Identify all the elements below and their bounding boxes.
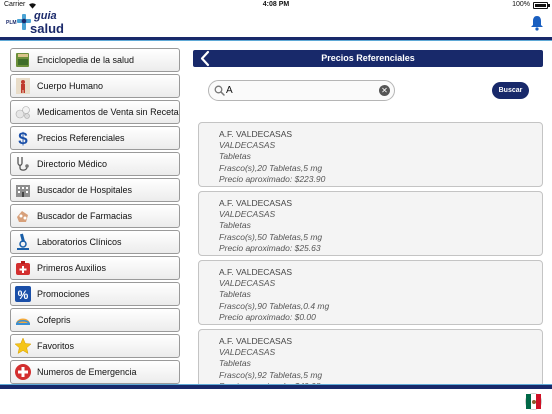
sidebar-item-label: Medicamentos de Venta sin Receta <box>37 107 179 117</box>
sidebar-item-label: Promociones <box>37 289 90 299</box>
sidebar-item-label: Primeros Auxilios <box>37 263 107 273</box>
logo-plm-text: PLM <box>6 20 17 26</box>
result-form: Tabletas <box>219 289 251 300</box>
sidebar-item-label: Directorio Médico <box>37 159 108 169</box>
sidebar-item-label: Precios Referenciales <box>37 133 125 143</box>
sidebar-item-label: Laboratorios Clínicos <box>37 237 122 247</box>
logo-cross-icon <box>17 14 31 30</box>
body-icon <box>13 76 33 96</box>
pills-icon <box>13 102 33 122</box>
logo-guia-text: guia <box>34 10 57 22</box>
clear-search-icon[interactable]: ✕ <box>379 85 390 96</box>
result-lab: A.F. VALDECASAS <box>219 336 293 346</box>
logo-salud-text: salud <box>30 21 64 36</box>
sidebar-item-label: Cuerpo Humano <box>37 81 104 91</box>
results-list <box>198 122 543 384</box>
result-lab: A.F. VALDECASAS <box>219 267 293 277</box>
result-presentation: Frasco(s),20 Tabletas,5 mg <box>219 162 323 173</box>
sidebar-item-cuerpo-humano[interactable] <box>10 74 180 98</box>
sidebar-item-enciclopedia[interactable] <box>10 48 180 72</box>
result-card[interactable] <box>198 122 543 187</box>
result-card[interactable] <box>198 260 543 325</box>
sidebar-item-cofepris[interactable] <box>10 308 180 332</box>
sidebar-item-label: Cofepris <box>37 315 71 325</box>
pharmacy-icon <box>13 206 33 226</box>
cofepris-icon <box>13 310 33 330</box>
app-footer <box>0 389 552 414</box>
sidebar-item-farmacias[interactable] <box>10 204 180 228</box>
emergency-icon <box>13 362 33 382</box>
search-field[interactable] <box>208 80 395 101</box>
sidebar-item-medicamentos[interactable] <box>10 100 180 124</box>
sidebar-item-label: Buscador de Hospitales <box>37 185 133 195</box>
logo <box>4 11 76 37</box>
svg-text:$: $ <box>18 129 28 148</box>
star-icon <box>13 336 33 356</box>
result-name: VALDECASAS <box>219 278 276 289</box>
sidebar-item-label: Buscador de Farmacias <box>37 211 133 221</box>
sidebar-item-label: Enciclopedia de la salud <box>37 55 135 65</box>
sidebar-item-emergencia[interactable] <box>10 360 180 384</box>
page-title-bar <box>193 50 543 67</box>
search-icon <box>214 85 225 96</box>
sidebar-item-directorio[interactable] <box>10 152 180 176</box>
hospital-icon <box>13 180 33 200</box>
result-presentation: Frasco(s),90 Tabletas,0.4 mg <box>219 300 330 311</box>
page-title: Precios Referenciales <box>321 53 415 63</box>
search-input[interactable] <box>226 83 376 98</box>
stethoscope-icon <box>13 154 33 174</box>
result-price: Precio aproximado: $0.00 <box>219 311 316 322</box>
battery-icon <box>533 2 548 9</box>
result-form: Tabletas <box>219 220 251 231</box>
sidebar-item-precios[interactable] <box>10 126 180 150</box>
result-name: VALDECASAS <box>219 140 276 151</box>
sidebar-item-laboratorios[interactable] <box>10 230 180 254</box>
microscope-icon <box>13 232 33 252</box>
result-price: Precio aproximado: $25.63 <box>219 242 321 253</box>
status-bar <box>0 0 552 11</box>
percent-icon <box>13 284 33 304</box>
result-name: VALDECASAS <box>219 209 276 220</box>
result-card[interactable] <box>198 191 543 256</box>
clock: 4:08 PM <box>262 1 290 8</box>
sidebar-item-hospitales[interactable] <box>10 178 180 202</box>
result-form: Tabletas <box>219 151 251 162</box>
result-presentation: Frasco(s),50 Tabletas,5 mg <box>219 231 323 242</box>
sidebar-item-primeros-auxilios[interactable] <box>10 256 180 280</box>
search-button[interactable]: Buscar <box>492 82 529 99</box>
sidebar-item-label: Favoritos <box>37 341 75 351</box>
dollar-icon <box>13 128 33 148</box>
app-header <box>0 11 552 37</box>
sidebar-item-promociones[interactable] <box>10 282 180 306</box>
result-price: Precio aproximado: $223.90 <box>219 173 326 184</box>
notification-bell-icon[interactable] <box>530 15 544 31</box>
mexico-flag-icon[interactable] <box>525 393 542 410</box>
battery-percent: 100% <box>512 1 530 8</box>
sidebar-menu <box>10 48 180 384</box>
book-icon <box>13 50 33 70</box>
carrier-label: Carrier <box>4 1 26 8</box>
result-presentation: Frasco(s),92 Tabletas,5 mg <box>219 369 323 380</box>
sidebar-item-favoritos[interactable] <box>10 334 180 358</box>
result-lab: A.F. VALDECASAS <box>219 198 293 208</box>
header-band <box>0 37 552 41</box>
result-name: VALDECASAS <box>219 347 276 358</box>
sidebar-item-label: Numeros de Emergencia <box>37 367 137 377</box>
svg-text:%: % <box>17 288 29 302</box>
result-lab: A.F. VALDECASAS <box>219 129 293 139</box>
first-aid-icon <box>13 258 33 278</box>
result-form: Tabletas <box>219 358 251 369</box>
